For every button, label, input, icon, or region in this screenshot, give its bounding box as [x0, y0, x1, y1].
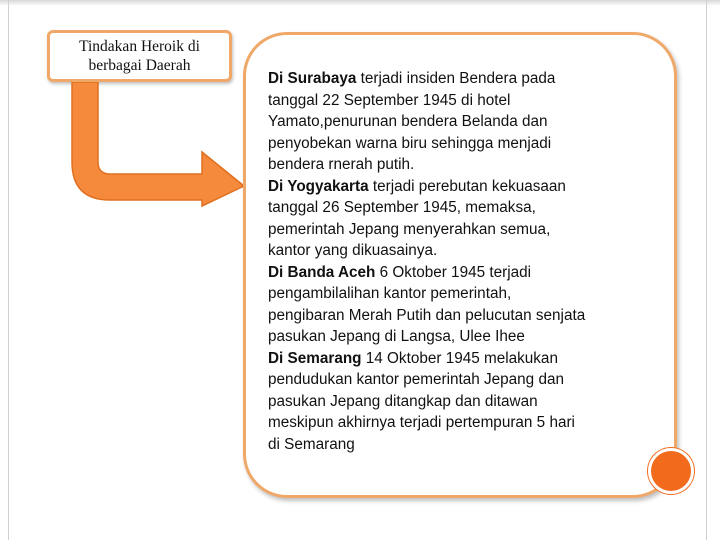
- event-line: pengambilalihan kantor pemerintah,: [268, 285, 512, 302]
- event-place: Di Semarang: [268, 349, 362, 367]
- event-line: pasukan Jepang di Langsa, Ulee Ihee: [268, 328, 525, 345]
- event-place: Di Banda Aceh: [268, 263, 376, 281]
- event-line: terjadi insiden Bendera pada: [356, 70, 556, 87]
- event-line: Yamato,penurunan bendera Belanda dan: [268, 113, 548, 130]
- event-line: meskipun akhirnya terjadi pertempuran 5 hari: [268, 414, 575, 431]
- event-line: pendudukan kantor pemerintah Jepang dan: [268, 371, 564, 388]
- title-box: [47, 30, 232, 82]
- event-line: pengibaran Merah Putih dan pelucutan senjata: [268, 306, 586, 324]
- event-yogyakarta: [268, 176, 663, 262]
- title-line-2: berbagai Daerah: [88, 57, 191, 74]
- event-line: tanggal 22 September 1945 di hotel: [268, 91, 511, 109]
- event-line: pemerintah Jepang menyerahkan semua,: [268, 220, 551, 238]
- event-line: bendera rnerah putih.: [268, 156, 415, 173]
- bent-arrow-icon: [60, 82, 250, 212]
- slide-right-rule: [706, 0, 707, 540]
- content-text: [268, 68, 663, 455]
- event-line: 6 Oktober 1945 terjadi: [375, 263, 532, 281]
- event-line: penyobekan warna biru sehingga menjadi: [268, 134, 552, 152]
- event-line: terjadi perebutan kekuasaan: [368, 177, 566, 195]
- event-line: kantor yang dikuasainya.: [268, 242, 438, 259]
- event-banda-aceh: [268, 262, 663, 348]
- event-line: tanggal 26 September 1945, memaksa,: [268, 199, 536, 216]
- event-place: Di Yogyakarta: [268, 177, 369, 195]
- title-line-1: Tindakan Heroik di: [79, 38, 200, 55]
- slide-left-rule: [8, 0, 9, 540]
- event-place: Di Surabaya: [268, 70, 357, 87]
- event-line: 14 Oktober 1945 melakukan: [361, 349, 558, 367]
- event-semarang: [268, 348, 663, 456]
- slide-top-edge: [0, 0, 720, 6]
- event-surabaya: [268, 68, 663, 176]
- decorative-circle: [648, 448, 694, 494]
- event-line: pasukan Jepang ditangkap dan ditawan: [268, 392, 538, 410]
- event-line: di Semarang: [268, 435, 355, 453]
